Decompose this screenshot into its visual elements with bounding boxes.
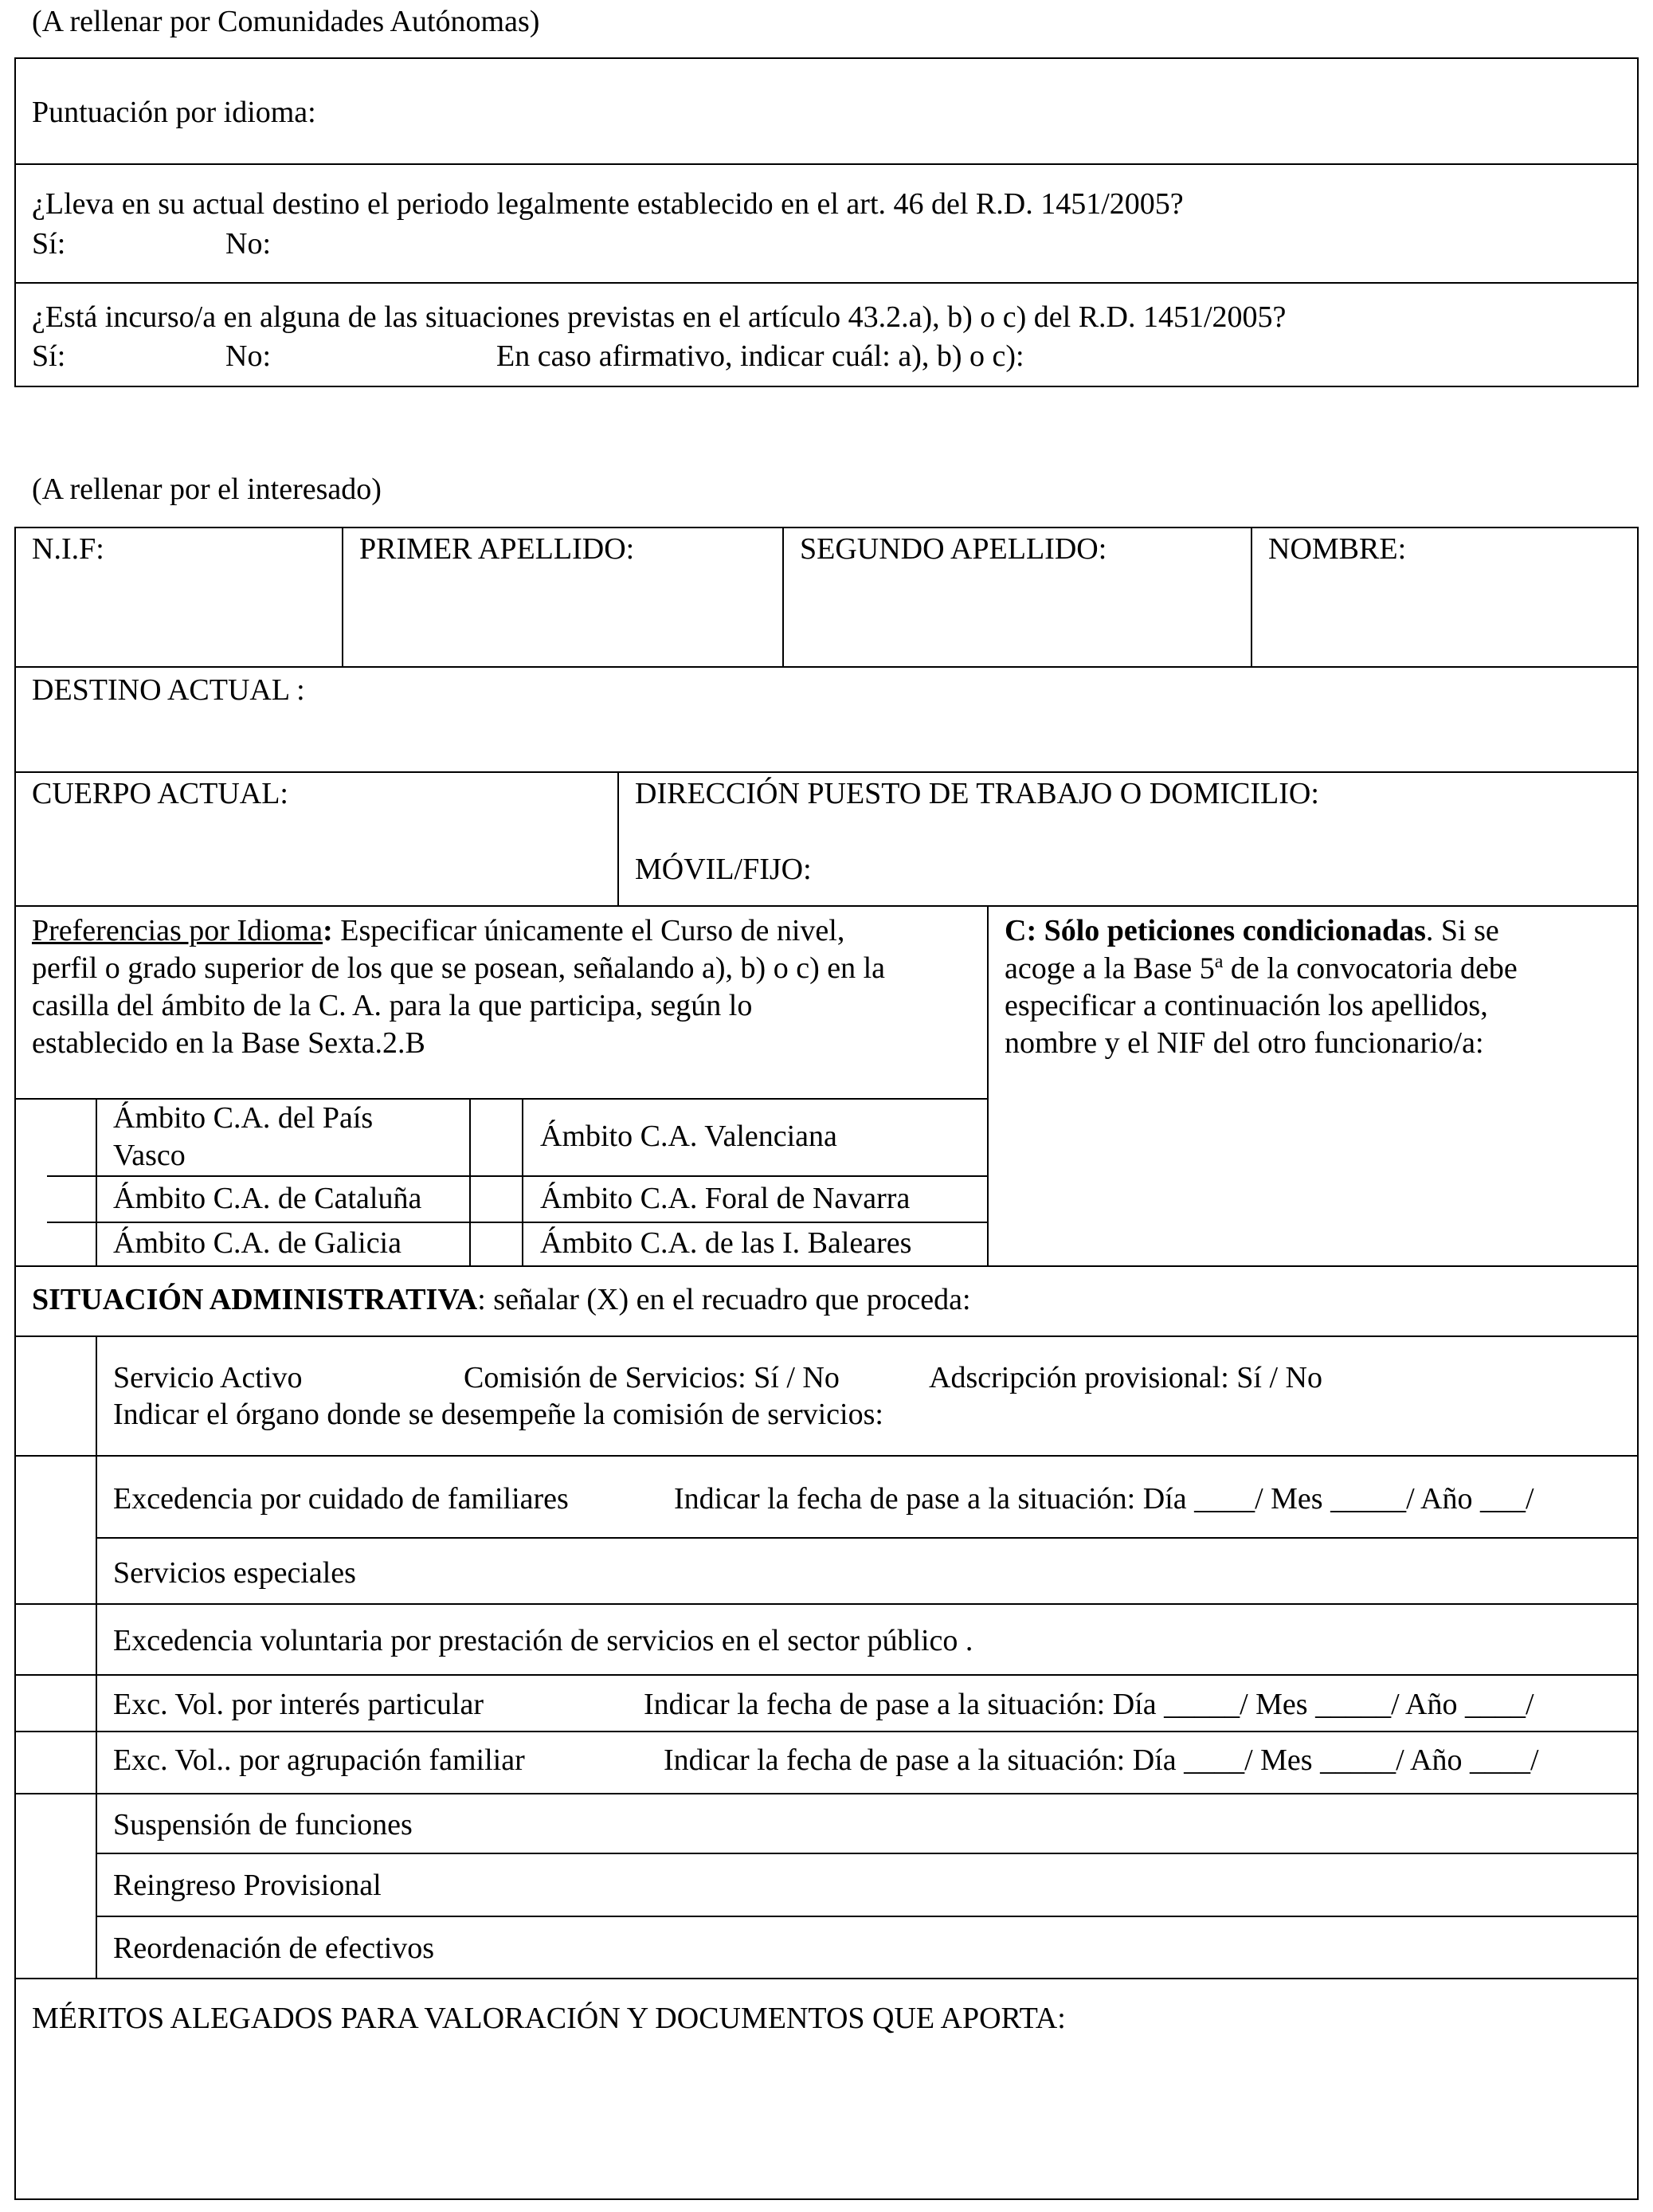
adscripcion-label[interactable]: Adscripción provisional: Sí / No [929, 1361, 1322, 1394]
preferencias-line3: casilla del ámbito de la C. A. para la que participa, según lo [32, 989, 753, 1022]
ambito-valenciana-checkbox[interactable] [471, 1100, 521, 1175]
section-int-heading: (A rellenar por el interesado) [32, 473, 382, 506]
divider [96, 1916, 1639, 1917]
servicio-activo-label: Servicio Activo [113, 1361, 303, 1394]
situacion-title: SITUACIÓN ADMINISTRATIVA [32, 1283, 478, 1316]
condicionadas-text2b: de la convocatoria debe [1223, 951, 1518, 986]
q2-si-label[interactable]: Sí: [32, 339, 66, 373]
condicionadas-text2a: acoge a la Base 5 [1005, 951, 1215, 986]
condicionadas-line4: nombre y el NIF del otro funcionario/a: [1005, 1026, 1484, 1060]
fecha-cuidado-field[interactable]: Indicar la fecha de pase a la situación: Día ____/ Mes _____/ Año ___/ [674, 1482, 1534, 1516]
ambito-navarra-checkbox[interactable] [471, 1177, 521, 1221]
divider [14, 1265, 1639, 1267]
puntuacion-field[interactable] [351, 68, 1625, 155]
direccion-field[interactable]: DIRECCIÓN PUESTO DE TRABAJO O DOMICILIO: [635, 777, 1319, 810]
indicar-organo-label: Indicar el órgano donde se desempeñe la comisión de servicios: [113, 1398, 883, 1431]
cuerpo-field[interactable]: CUERPO ACTUAL: [32, 777, 288, 810]
ambito-pais-vasco-label: Ámbito C.A. del País [113, 1101, 374, 1135]
servicio-activo-checkbox[interactable] [16, 1337, 95, 1454]
exc-cuidado-label: Excedencia por cuidado de familiares [113, 1482, 569, 1516]
exc-agrupacion-label: Exc. Vol.. por agrupación familiar [113, 1743, 525, 1777]
divider [14, 1335, 1639, 1337]
preferencias-colon: : [323, 914, 333, 947]
q2-no-label[interactable]: No: [225, 339, 271, 373]
meritos-label: MÉRITOS ALEGADOS PARA VALORACIÓN Y DOCUMENTOS QUE APORTA: [32, 2002, 1066, 2035]
situacion-subtitle: : señalar (X) en el recuadro que proceda: [477, 1283, 971, 1316]
section-ca-heading: (A rellenar por Comunidades Autónomas) [32, 5, 540, 38]
divider [14, 282, 1639, 284]
destino-field[interactable]: DESTINO ACTUAL : [32, 673, 305, 707]
nif-field[interactable]: N.I.F: [32, 532, 104, 566]
divider [14, 1674, 1639, 1676]
q2-extra-label[interactable]: En caso afirmativo, indicar cuál: a), b) o c): [496, 339, 1024, 373]
q2-text: ¿Está incurso/a en alguna de las situaciones previstas en el artículo 43.2.a), b) o c) del R.D. 1451/2005? [32, 300, 1287, 334]
preferencias-line2: perfil o grado superior de los que se posean, señalando a), b) o c) en la [32, 951, 886, 985]
divider [14, 771, 1639, 773]
suspension-checkbox[interactable] [16, 1794, 95, 1852]
exc-agrupacion-checkbox[interactable] [16, 1732, 95, 1792]
col-divider [96, 1335, 97, 1978]
ambito-pais-vasco-label-2: Vasco [113, 1139, 186, 1172]
servicios-especiales-checkbox[interactable] [16, 1539, 95, 1602]
reordenacion-label: Reordenación de efectivos [113, 1932, 435, 1965]
meritos-field[interactable] [18, 2044, 1635, 2195]
col-divider [782, 527, 784, 667]
exc-sector-checkbox[interactable] [16, 1605, 95, 1673]
q1-no-label[interactable]: No: [225, 227, 271, 261]
condicionadas-line1 [1005, 912, 1499, 951]
ambito-valenciana-label: Ámbito C.A. Valenciana [540, 1120, 837, 1153]
divider [14, 1793, 1639, 1794]
condicionadas-field[interactable] [992, 1068, 1637, 1263]
q1-si-label[interactable]: Sí: [32, 227, 66, 261]
segundo-apellido-field[interactable]: SEGUNDO APELLIDO: [800, 532, 1107, 566]
ambito-pais-vasco-checkbox[interactable] [47, 1100, 95, 1175]
preferencias-line1 [32, 912, 844, 951]
condicionadas-sup: a [1214, 951, 1224, 972]
col-divider [1251, 527, 1252, 667]
condicionadas-title: C: Sólo peticiones condicionadas [1005, 914, 1426, 947]
ambito-galicia-label: Ámbito C.A. de Galicia [113, 1226, 401, 1260]
movil-field[interactable]: MÓVIL/FIJO: [635, 853, 812, 886]
divider [14, 1731, 1639, 1732]
ambito-cataluna-checkbox[interactable] [47, 1177, 95, 1221]
preferencias-text1: Especificar únicamente el Curso de nivel, [332, 914, 845, 947]
ambito-baleares-label: Ámbito C.A. de las I. Baleares [540, 1226, 912, 1260]
exc-cuidado-checkbox[interactable] [16, 1457, 95, 1536]
divider [96, 1537, 1639, 1539]
puntuacion-label: Puntuación por idioma: [32, 96, 316, 129]
divider [14, 1455, 1639, 1457]
nombre-field[interactable]: NOMBRE: [1268, 532, 1407, 566]
ambito-navarra-label: Ámbito C.A. Foral de Navarra [540, 1182, 911, 1215]
divider [14, 666, 1639, 668]
divider [14, 163, 1639, 165]
situacion-heading [32, 1281, 971, 1320]
condicionadas-line2 [1005, 950, 1518, 988]
col-divider [617, 771, 619, 906]
divider [14, 1603, 1639, 1605]
exc-interes-checkbox[interactable] [16, 1676, 95, 1730]
ambito-baleares-checkbox[interactable] [471, 1223, 521, 1265]
col-divider [96, 1098, 97, 1265]
servicios-especiales-label: Servicios especiales [113, 1556, 356, 1590]
exc-interes-label: Exc. Vol. por interés particular [113, 1688, 484, 1721]
preferencias-line4: establecido en la Base Sexta.2.B [32, 1026, 425, 1060]
q1-text: ¿Lleva en su actual destino el periodo legalmente establecido en el art. 46 del R.D. 1451/2005? [32, 187, 1184, 221]
exc-sector-label: Excedencia voluntaria por prestación de servicios en el sector público . [113, 1624, 973, 1657]
preferencias-title: Preferencias por Idioma [32, 914, 323, 947]
fecha-interes-field[interactable]: Indicar la fecha de pase a la situación: Día _____/ Mes _____/ Año ____/ [644, 1688, 1534, 1721]
suspension-label: Suspensión de funciones [113, 1808, 413, 1841]
ambito-cataluna-label: Ámbito C.A. de Cataluña [113, 1182, 422, 1215]
fecha-agrupacion-field[interactable]: Indicar la fecha de pase a la situación: Día ____/ Mes _____/ Año ____/ [664, 1743, 1539, 1777]
comision-label[interactable]: Comisión de Servicios: Sí / No [464, 1361, 840, 1394]
ambito-galicia-checkbox[interactable] [47, 1223, 95, 1265]
reingreso-checkbox[interactable] [16, 1854, 95, 1915]
divider [96, 1853, 1639, 1854]
divider [14, 1978, 1639, 1979]
condicionadas-line3: especificar a continuación los apellidos, [1005, 989, 1488, 1022]
col-divider [987, 905, 989, 1265]
divider [14, 905, 1639, 907]
reordenacion-checkbox[interactable] [16, 1917, 95, 1977]
col-divider [342, 527, 343, 667]
col-divider [522, 1098, 523, 1265]
reingreso-label: Reingreso Provisional [113, 1869, 382, 1902]
condicionadas-text1: . Si se [1425, 914, 1499, 947]
primer-apellido-field[interactable]: PRIMER APELLIDO: [359, 532, 635, 566]
